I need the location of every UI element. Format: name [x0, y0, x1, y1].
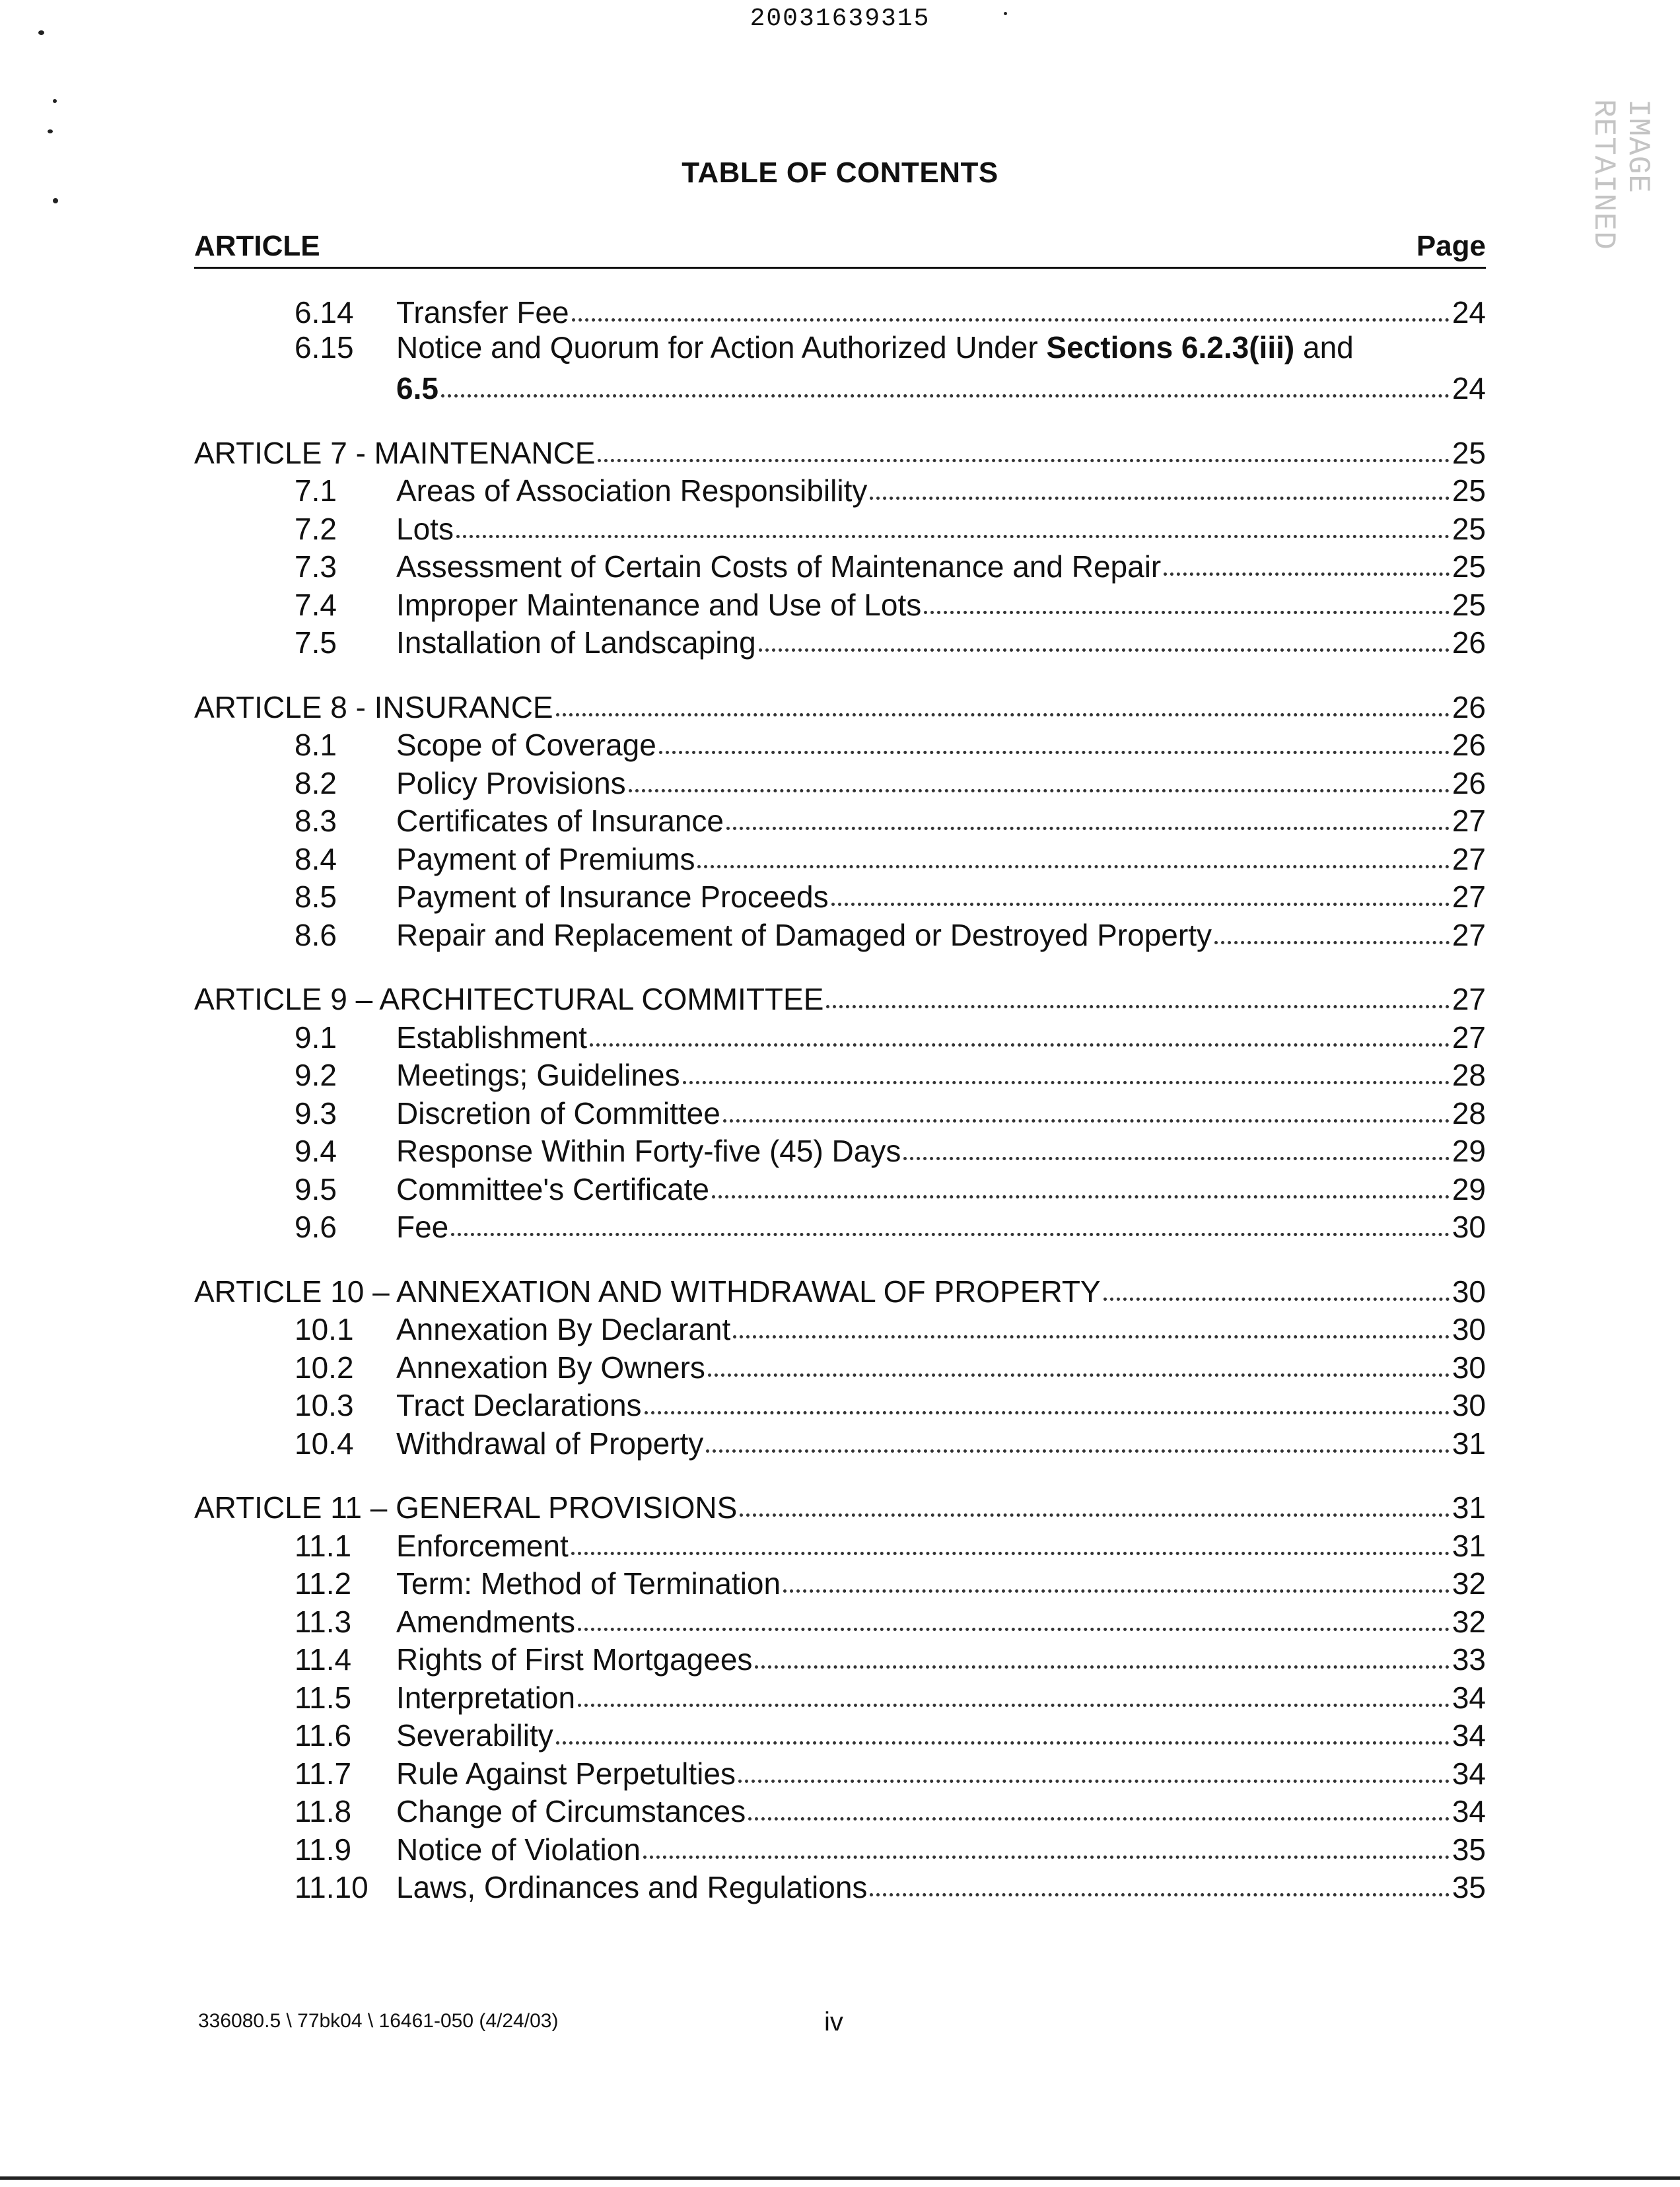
page-number: 25 [1452, 511, 1486, 546]
dot-leader [706, 1419, 1450, 1453]
toc-entry [194, 582, 1486, 620]
section-title: Response Within Forty-five (45) Days [396, 1134, 901, 1168]
section-title: Scope of Coverage [396, 728, 656, 762]
dot-leader [783, 1559, 1450, 1593]
section-number: 10.3 [295, 1388, 354, 1422]
toc-entry [194, 1636, 1486, 1675]
toc-entry [194, 1560, 1486, 1599]
toc-entry [194, 1599, 1486, 1637]
section-number: 7.1 [295, 473, 337, 508]
page-number: 31 [1452, 1426, 1486, 1461]
dot-leader [441, 364, 1450, 398]
toc-entry [194, 619, 1486, 658]
article-title: ARTICLE 10 – ANNEXATION AND WITHDRAWAL OF PROPERTY [194, 1274, 1101, 1309]
dot-leader [697, 835, 1449, 868]
toc-entry-continuation [194, 365, 1486, 403]
section-number: 10.2 [295, 1350, 354, 1385]
footer-page-number: iv [824, 2007, 843, 2036]
table-of-contents [194, 289, 1486, 1902]
toc-entry [194, 1826, 1486, 1865]
section-title: Annexation By Owners [396, 1350, 705, 1385]
section-number: 7.3 [295, 549, 337, 584]
page-number: 28 [1452, 1058, 1486, 1092]
page-number: 26 [1452, 689, 1486, 724]
section-number: 11.5 [295, 1680, 352, 1715]
section-title: Fee [396, 1210, 449, 1244]
section-title: Annexation By Declarant [396, 1312, 731, 1346]
article-title: ARTICLE 9 – ARCHITECTURAL COMMITTEE [194, 982, 824, 1016]
dot-leader [556, 1711, 1450, 1745]
dot-leader [1164, 542, 1450, 576]
article-title: ARTICLE 8 - INSURANCE [194, 689, 553, 724]
section-title: Improper Maintenance and Use of Lots [396, 587, 922, 622]
page-number: 31 [1452, 1528, 1486, 1563]
bottom-rule [0, 2176, 1680, 2180]
section-title: Rights of First Mortgagees [396, 1642, 753, 1677]
toc-entry [194, 722, 1486, 760]
dot-leader [826, 975, 1449, 1008]
toc-entry [194, 1712, 1486, 1751]
article-entry [194, 976, 1486, 1014]
page-number: 30 [1452, 1312, 1486, 1346]
dot-leader [870, 1863, 1449, 1896]
toc-entry [194, 1382, 1486, 1420]
section-title: Policy Provisions [396, 765, 626, 800]
section-title: Areas of Association Responsibility [396, 473, 868, 508]
section-number: 11.6 [295, 1718, 352, 1753]
page-number: 25 [1452, 587, 1486, 622]
section-title: Establishment [396, 1020, 587, 1055]
toc-entry [194, 468, 1486, 506]
page-number: 30 [1452, 1350, 1486, 1385]
section-number: 8.6 [295, 917, 337, 952]
section-title: Certificates of Insurance [396, 804, 724, 838]
page-number: 27 [1452, 841, 1486, 876]
article-entry [194, 1484, 1486, 1523]
section-title: Term: Method of Termination [396, 1566, 781, 1601]
toc-entry [194, 1523, 1486, 1561]
page-number: 25 [1452, 435, 1486, 470]
dot-leader [659, 720, 1450, 754]
toc-entry [194, 1090, 1486, 1128]
section-title: Change of Circumstances [396, 1794, 746, 1828]
articles-list [194, 430, 1486, 1902]
page-number: 27 [1452, 917, 1486, 952]
page-number: 35 [1452, 1870, 1486, 1904]
section-number: 9.5 [295, 1171, 337, 1206]
dot-leader [590, 1013, 1450, 1047]
scan-speck [48, 129, 53, 133]
toc-entry [194, 1675, 1486, 1713]
article-title: ARTICLE 11 – GENERAL PROVISIONS [194, 1490, 738, 1525]
section-title: Repair and Replacement of Damaged or Destroyed Property [396, 917, 1212, 952]
section-number: 8.5 [295, 880, 337, 914]
section-title: Withdrawal of Property [396, 1426, 704, 1461]
section-number: 11.10 [295, 1870, 368, 1904]
dot-leader [1214, 911, 1450, 944]
section-number: 7.2 [295, 511, 337, 546]
section-number: 9.2 [295, 1058, 337, 1092]
section-title: Tract Declarations [396, 1388, 642, 1422]
section-number: 11.4 [295, 1642, 352, 1677]
section-number: 9.1 [295, 1020, 337, 1055]
section-title: Rule Against Perpetulties [396, 1756, 736, 1791]
dot-leader [870, 466, 1449, 500]
dot-leader [733, 1305, 1450, 1338]
section-reference: Sections 6.2.3(iii) [1046, 330, 1295, 364]
section-title: Laws, Ordinances and Regulations [396, 1870, 868, 1904]
footer-reference: 336080.5 \ 77bk04 \ 16461-050 (4/24/03) [198, 2010, 559, 2032]
section-title-part: Notice and Quorum for Action Authorized Under [396, 330, 1047, 364]
toc-entry [194, 1344, 1486, 1383]
scan-speck [53, 99, 57, 103]
section-number: 11.2 [295, 1566, 352, 1601]
toc-entry [194, 1864, 1486, 1902]
section-title: Amendments [396, 1604, 576, 1639]
dot-leader [903, 1127, 1449, 1160]
section-title: Discretion of Committee [396, 1095, 720, 1130]
toc-entry [194, 1306, 1486, 1344]
section-number: 7.5 [295, 625, 337, 660]
page-number: 34 [1452, 1718, 1486, 1753]
dot-leader [572, 288, 1450, 322]
page-column-label: Page [1416, 230, 1486, 262]
dot-leader [924, 580, 1450, 614]
scan-speck [38, 30, 44, 35]
section-title: Lots [396, 511, 454, 546]
dot-leader [740, 1483, 1450, 1517]
section-number: 7.4 [295, 587, 337, 622]
section-number: 6.14 [295, 295, 354, 330]
dot-leader [556, 683, 1450, 716]
section-number: 8.2 [295, 765, 337, 800]
article-title: ARTICLE 7 - MAINTENANCE [194, 435, 596, 470]
section-title: Payment of Insurance Proceeds [396, 880, 829, 914]
page-number: 31 [1452, 1490, 1486, 1525]
page-number: 34 [1452, 1680, 1486, 1715]
toc-entry [194, 836, 1486, 874]
toc-entry [194, 760, 1486, 798]
dot-leader [755, 1635, 1449, 1669]
section-title: Installation of Landscaping [396, 625, 756, 660]
section-number: 11.3 [295, 1604, 352, 1639]
page-number: 33 [1452, 1642, 1486, 1677]
page-number: 25 [1452, 549, 1486, 584]
toc-entry [194, 874, 1486, 912]
section-title [194, 370, 438, 408]
toc-entry [194, 328, 1486, 366]
dot-leader [712, 1165, 1450, 1198]
toc-entry [194, 1166, 1486, 1204]
toc-entry [194, 1420, 1486, 1459]
toc-entry [194, 289, 1486, 328]
toc-entry [194, 912, 1486, 950]
section-number: 8.3 [295, 804, 337, 838]
page-number: 27 [1452, 804, 1486, 838]
section-title: Notice of Violation [396, 1832, 641, 1867]
dot-leader [1103, 1267, 1450, 1301]
page-number: 27 [1452, 880, 1486, 914]
section-number: 11.8 [295, 1794, 352, 1828]
page-number: 29 [1452, 1171, 1486, 1206]
article-entry [194, 1268, 1486, 1307]
page-number: 35 [1452, 1832, 1486, 1867]
toc-entry [194, 1788, 1486, 1826]
page-number: 24 [1452, 295, 1486, 330]
section-number: 10.1 [295, 1312, 354, 1346]
document-id: 20031639315 [750, 5, 930, 33]
toc-entry [194, 798, 1486, 836]
section-number: 9.6 [295, 1210, 337, 1244]
dot-leader [451, 1202, 1450, 1236]
dot-leader [683, 1051, 1450, 1084]
section-title-part: and [1294, 330, 1354, 364]
page-number: 29 [1452, 1134, 1486, 1168]
section-number: 9.4 [295, 1134, 337, 1168]
section-title: Payment of Premiums [396, 841, 695, 876]
page-number: 32 [1452, 1566, 1486, 1601]
page-number: 30 [1452, 1210, 1486, 1244]
dot-leader [598, 429, 1449, 462]
page-number: 27 [1452, 982, 1486, 1016]
dot-leader [723, 1089, 1450, 1123]
dot-leader [571, 1521, 1450, 1555]
toc-entry [194, 1052, 1486, 1090]
section-number: 10.4 [295, 1426, 354, 1461]
dot-leader [759, 618, 1450, 652]
section-number: 6.15 [295, 330, 354, 364]
scan-speck [1004, 12, 1007, 15]
toc-entry [194, 543, 1486, 582]
section-title: Interpretation [396, 1680, 576, 1715]
scan-speck [53, 198, 58, 203]
dot-leader [643, 1825, 1450, 1859]
section-number: 11.9 [295, 1832, 352, 1867]
dot-leader [831, 872, 1450, 906]
page-number: 26 [1452, 765, 1486, 800]
section-number: 11.1 [295, 1528, 352, 1563]
dot-leader [645, 1381, 1450, 1414]
toc-entry [194, 506, 1486, 544]
page-number: 25 [1452, 473, 1486, 508]
section-title: Severability [396, 1718, 553, 1753]
dot-leader [629, 759, 1450, 792]
dot-leader [738, 1749, 1450, 1783]
page-number: 30 [1452, 1274, 1486, 1309]
page-number: 27 [1452, 1020, 1486, 1055]
page-number: 34 [1452, 1794, 1486, 1828]
section-number: 9.3 [295, 1095, 337, 1130]
dot-leader [578, 1597, 1450, 1631]
page-number: 30 [1452, 1388, 1486, 1422]
section-title [396, 329, 1354, 367]
article-column-label: ARTICLE [194, 230, 320, 262]
page-number: 26 [1452, 728, 1486, 762]
page-title: TABLE OF CONTENTS [682, 156, 998, 189]
toc-entry [194, 1204, 1486, 1242]
page-number: 28 [1452, 1095, 1486, 1130]
section-number: 8.1 [295, 728, 337, 762]
section-title: Meetings; Guidelines [396, 1058, 680, 1092]
side-stamp: IMAGE RETAINED [1586, 99, 1655, 250]
toc-header [194, 223, 1486, 269]
section-title: Assessment of Certain Costs of Maintenance and Repair [396, 549, 1162, 584]
section-number: 8.4 [295, 841, 337, 876]
article-entry [194, 684, 1486, 722]
toc-entry [194, 1128, 1486, 1166]
toc-entry [194, 1751, 1486, 1789]
section-title: Enforcement [396, 1528, 569, 1563]
section-reference: 6.5 [396, 371, 438, 405]
dot-leader [726, 796, 1450, 830]
dot-leader [748, 1787, 1450, 1821]
section-title: Committee's Certificate [396, 1171, 710, 1206]
page-number: 26 [1452, 625, 1486, 660]
section-number: 11.7 [295, 1756, 352, 1791]
dot-leader [456, 504, 1450, 538]
toc-entry [194, 1014, 1486, 1053]
section-title: Transfer Fee [396, 295, 569, 330]
page-number: 24 [1452, 371, 1486, 405]
dot-leader [578, 1673, 1450, 1707]
page-number: 32 [1452, 1604, 1486, 1639]
dot-leader [708, 1343, 1450, 1377]
article-entry [194, 430, 1486, 468]
page-number: 34 [1452, 1756, 1486, 1791]
